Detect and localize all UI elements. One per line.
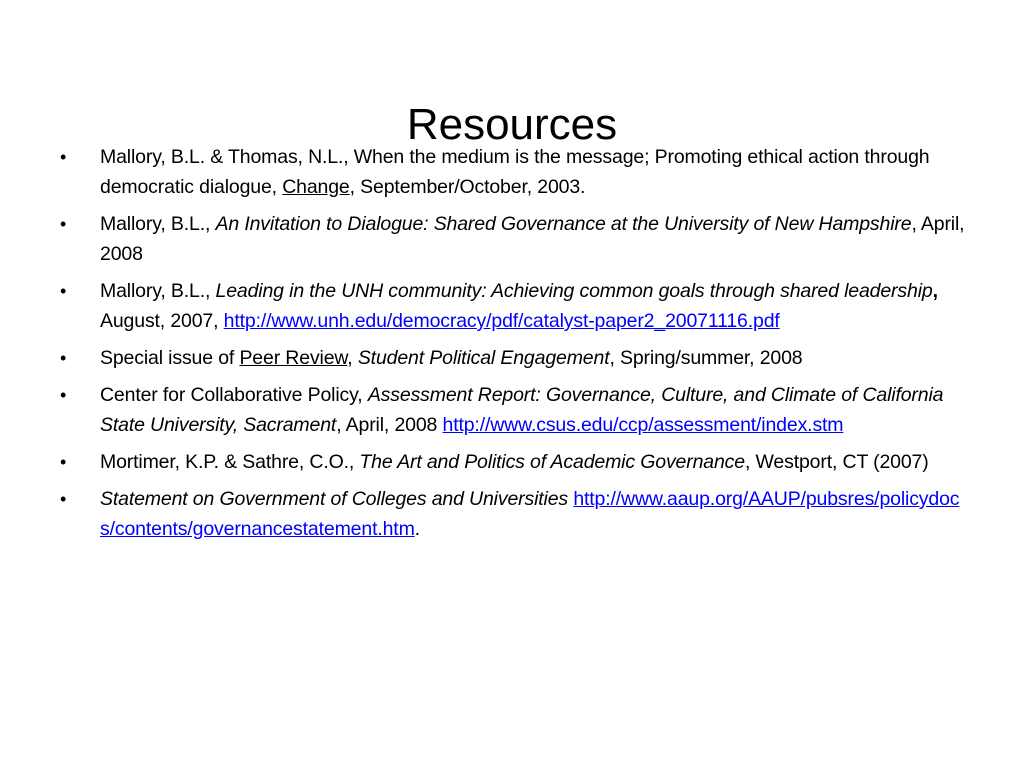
list-item bbox=[60, 343, 965, 373]
list-item bbox=[60, 209, 965, 269]
item-title: Student Political Engagement bbox=[357, 347, 610, 369]
bullet-icon: • bbox=[60, 385, 67, 405]
item-title: Leading in the UNH community: Achieving common goals through shared leadership bbox=[215, 280, 933, 302]
item-text: Special issue of bbox=[100, 347, 240, 369]
item-text: , Westport, CT (2007) bbox=[744, 451, 929, 473]
item-title: Assessment Report: Governance, Culture, and Climate of California State University, Sacrament bbox=[100, 384, 944, 436]
slide-title: Resources bbox=[406, 100, 618, 150]
catalyst-paper-link[interactable]: http://www.unh.edu/democracy/pdf/catalyst-paper2_20071116.pdf bbox=[223, 310, 780, 332]
list-item bbox=[60, 380, 965, 440]
item-text: August, 2007, bbox=[100, 310, 224, 332]
item-text: , bbox=[932, 280, 938, 302]
list-item bbox=[60, 142, 965, 202]
csus-assessment-link[interactable]: http://www.csus.edu/ccp/assessment/index.stm bbox=[442, 414, 844, 436]
bullet-icon: • bbox=[60, 452, 67, 472]
item-text: Mallory, B.L. & Thomas, N.L., When the medium is the message; Promoting ethical action through democratic dialogue, bbox=[100, 146, 930, 198]
aaup-statement-link[interactable]: http://www.aaup.org/AAUP/pubsres/policydocs/contents/governancestatement.htm bbox=[100, 488, 960, 540]
item-title: The Art and Politics of Academic Governance bbox=[359, 451, 745, 473]
item-text: , bbox=[347, 347, 358, 369]
item-text: , April, 2008 bbox=[336, 414, 443, 436]
bullet-icon: • bbox=[60, 214, 67, 234]
list-item bbox=[60, 276, 965, 336]
item-text: . bbox=[414, 518, 420, 540]
item-text: Mallory, B.L., bbox=[100, 280, 216, 302]
item-text: Mallory, B.L., bbox=[100, 213, 216, 235]
bullet-icon: • bbox=[60, 147, 67, 167]
list-item bbox=[60, 484, 965, 544]
item-text: Mortimer, K.P. & Sathre, C.O., bbox=[100, 451, 360, 473]
bullet-icon: • bbox=[60, 348, 67, 368]
item-journal: Change bbox=[282, 176, 350, 198]
resources-list bbox=[60, 142, 965, 551]
item-text: Center for Collaborative Policy, bbox=[100, 384, 368, 406]
item-text: , Spring/summer, 2008 bbox=[609, 347, 803, 369]
item-title: An Invitation to Dialogue: Shared Governance at the University of New Hampshire bbox=[215, 213, 912, 235]
list-item bbox=[60, 447, 965, 477]
item-journal: Peer Review bbox=[239, 347, 348, 369]
item-title: Statement on Government of Colleges and Universities bbox=[100, 488, 569, 510]
item-text: , April, 2008 bbox=[100, 213, 965, 265]
bullet-icon: • bbox=[60, 281, 67, 301]
item-text: , September/October, 2003. bbox=[349, 176, 586, 198]
bullet-icon: • bbox=[60, 489, 67, 509]
